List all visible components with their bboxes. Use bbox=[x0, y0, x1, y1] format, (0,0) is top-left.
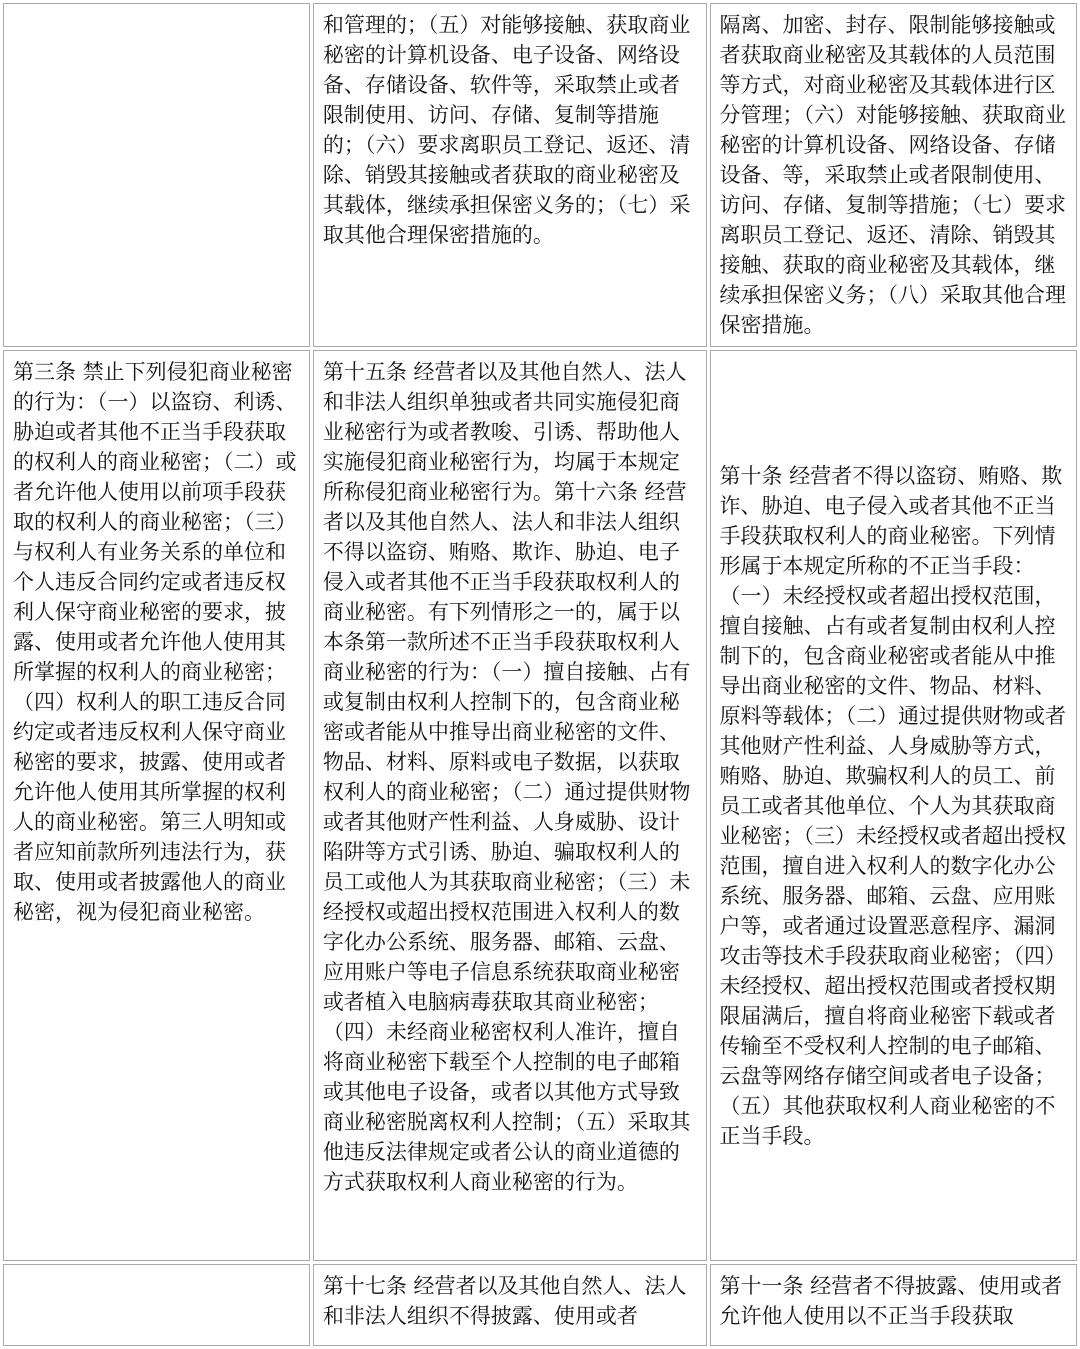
cell-text: 第十条 经营者不得以盗窃、贿赂、欺诈、胁迫、电子侵入或者其他不正当手段获取权利人的商业秘密。下列情形属于本规定所称的不正当手段：（一）未经授权或者超出授权范围，擅自接触、占有或者复制由权利人控制下的，包含商业秘密或者能从中推导出商业秘密的文件、物品、材料、原料等载体；（二）通过提供财物或者其他财产性利益、人身威胁等方式，贿赂、胁迫、欺骗权利人的员工、前员工或者其他单位、个人为其获取商业秘密；（三）未经授权或者超出授权范围，擅自进入权利人的数字化办公系统、服务器、邮箱、云盘、应用账户等，或者通过设置恶意程序、漏洞攻击等技术手段获取商业秘密；（四）未经授权、超出授权范围或者授权期限届满后，擅自将商业秘密下载或者传输至不受权利人控制的电子邮箱、云盘等网络存储空间或者电子设备；（五）其他获取权利人商业秘密的不正当手段。 bbox=[719, 463, 1067, 1148]
cell-text: 和管理的；（五）对能够接触、获取商业秘密的计算机设备、电子设备、网络设备、存储设备、软件等，采取禁止或者限制使用、访问、存储、复制等措施的；（六）要求离职员工登记、返还、清除、销毁其接触或者获取的商业秘密及其载体，继续承担保密义务的；（七）采取其他合理保密措施的。 bbox=[322, 13, 691, 247]
table-cell-final-provision bbox=[710, 1264, 1077, 1346]
table-row bbox=[3, 1264, 1077, 1346]
cell-text: 第十七条 经营者以及其他自然人、法人和非法人组织不得披露、使用或者 bbox=[322, 1274, 687, 1328]
table-cell-draft-provision bbox=[313, 350, 707, 1261]
cell-text: 第十五条 经营者以及其他自然人、法人和非法人组织单独或者共同实施侵犯商业秘密行为或者教唆、引诱、帮助他人实施侵犯商业秘密行为，均属于本规定所称侵犯商业秘密行为。第十六条 经营者以及其他自然人、法人和非法人组织不得以盗窃、贿赂、欺诈、胁迫、电子侵入或者其他不正当手段获取权利人的商业秘密。有下列情形之一的，属于以本条第一款所述不正当手段获取权利人商业秘密的行为：（一）擅自接触、占有或复制由权利人控制下的，包含商业秘密或者能从中推导出商业秘密的文件、物品、材料、原料或电子数据，以获取权利人的商业秘密；（二）通过提供财物或者其他财产性利益、人身威胁、设计陷阱等方式引诱、胁迫、骗取权利人的员工或他人为其获取商业秘密；（三）未经授权或超出授权范围进入权利人的数字化办公系统、服务器、邮箱、云盘、应用账户等电子信息系统获取商业秘密或者植入电脑病毒获取其商业秘密；（四）未经商业秘密权利人准许，擅自将商业秘密下载至个人控制的电子邮箱或其他电子设备，或者以其他方式导致商业秘密脱离权利人控制；（五）采取其他违反法律规定或者公认的商业道德的方式获取权利人商业秘密的行为。 bbox=[322, 360, 691, 1194]
table-cell-final-provision bbox=[710, 350, 1077, 1261]
cell-text: 第三条 禁止下列侵犯商业秘密的行为：（一）以盗窃、利诱、胁迫或者其他不正当手段获取的权利人的商业秘密；（二）或者允许他人使用以前项手段获取的权利人的商业秘密；（三）与权利人有业务关系的单位和个人违反合同约定或者违反权利人保守商业秘密的要求，披露、使用或者允许他人使用其所掌握的权利人的商业秘密；（四）权利人的职工违反合同约定或者违反权利人保守商业秘密的要求，披露、使用或者允许他人使用其所掌握的权利人的商业秘密。第三人明知或者应知前款所列违法行为，获取、使用或者披露他人的商业秘密，视为侵犯商业秘密。 bbox=[13, 360, 297, 924]
table-row bbox=[3, 350, 1077, 1261]
table-cell-original-law bbox=[3, 350, 310, 1261]
table-cell-draft-provision bbox=[313, 3, 707, 347]
cell-text: 隔离、加密、封存、限制能够接触或者获取商业秘密及其载体的人员范围等方式，对商业秘密及其载体进行区分管理；（六）对能够接触、获取商业秘密的计算机设备、网络设备、存储设备、等，采取禁止或者限制使用、访问、存储、复制等措施；（七）要求离职员工登记、返还、清除、销毁其接触、获取的商业秘密及其载体，继续承担保密义务；（八）采取其他合理保密措施。 bbox=[719, 13, 1067, 337]
table-cell-original-law bbox=[3, 1264, 310, 1346]
table-cell-final-provision bbox=[710, 3, 1077, 347]
table-cell-original-law bbox=[3, 3, 310, 347]
table-cell-draft-provision bbox=[313, 1264, 707, 1346]
cell-text: 第十一条 经营者不得披露、使用或者允许他人使用以不正当手段获取 bbox=[719, 1274, 1063, 1328]
table-row bbox=[3, 3, 1077, 347]
